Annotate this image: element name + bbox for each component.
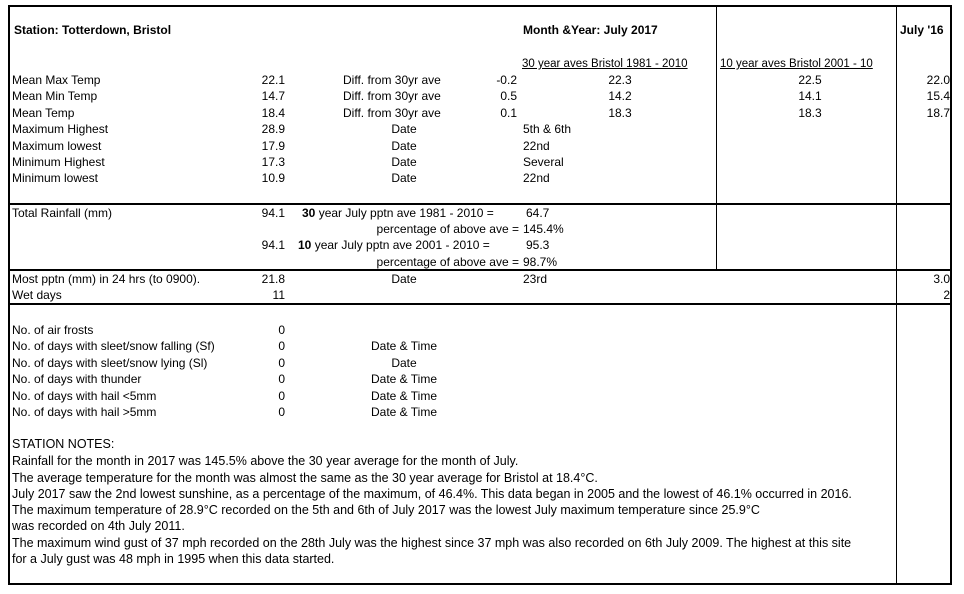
temp-value: 22.1 [261, 73, 285, 87]
days-label: No. of days with sleet/snow falling (Sf) [12, 339, 215, 353]
temp-value: 17.9 [261, 139, 285, 153]
temp-value: 28.9 [261, 122, 285, 136]
temp-prev-year: 22.0 [926, 73, 950, 87]
days-value: 0 [278, 405, 285, 419]
divider-after-pptn [9, 303, 951, 305]
temp-label: Mean Temp [12, 106, 75, 120]
temp-date: Several [523, 155, 564, 169]
ave10-header: 10 year aves Bristol 2001 - 10 [720, 58, 873, 70]
rainfall-pct-value: 145.4% [523, 222, 564, 236]
days-label: No. of air frosts [12, 323, 94, 337]
notes-line: The maximum wind gust of 37 mph recorded on the 28th July was the highest since 37 mph was also recorded on 6th July 2009. The highest at this site [12, 536, 852, 550]
temp-value: 10.9 [261, 171, 285, 185]
divider-after-temps [9, 203, 951, 205]
notes-line: was recorded on 4th July 2011. [12, 519, 185, 533]
station-name: Station: Totterdown, Bristol [14, 23, 172, 37]
temp-date-label: Date [391, 155, 417, 169]
temp-label: Mean Min Temp [12, 89, 98, 103]
most-pptn-prev-year: 3.0 [933, 272, 950, 286]
days-value: 0 [278, 339, 285, 353]
divider-prev-year-column [896, 6, 897, 584]
prev-year-header: July '16 [900, 23, 944, 37]
days-when: Date & Time [370, 389, 438, 403]
temp-diff-value: -0.2 [496, 73, 517, 87]
divider-after-rain [9, 269, 951, 271]
temp-ave10: 18.3 [798, 106, 822, 120]
notes-line: July 2017 saw the 2nd lowest sunshine, as a percentage of the maximum, of 46.4%. This data began in 2005 and the lowest of 46.1% occurred in 2016. [12, 487, 852, 501]
rainfall-pct-value: 98.7% [523, 255, 558, 269]
rainfall-ave30-prefix: 30 [302, 206, 316, 220]
notes-line: Rainfall for the month in 2017 was 145.5% above the 30 year average for the month of July. [12, 454, 519, 468]
temp-date: 22nd [523, 171, 550, 185]
rainfall-ave30-suffix: year July pptn ave 1981 - 2010 = [315, 206, 494, 220]
rainfall-ave30-value: 64.7 [526, 206, 550, 220]
rainfall-value: 94.1 [261, 206, 285, 220]
wet-days-value: 11 [272, 288, 285, 302]
temp-value: 17.3 [261, 155, 285, 169]
days-value: 0 [278, 323, 285, 337]
days-when: Date [391, 356, 417, 370]
rainfall-value: 94.1 [261, 238, 285, 252]
temp-value: 14.7 [261, 89, 285, 103]
days-when: Date & Time [370, 372, 438, 386]
rainfall-ave10-prefix: 10 [298, 238, 312, 252]
days-when: Date & Time [370, 339, 438, 353]
days-label: No. of days with hail <5mm [12, 389, 157, 403]
rainfall-ave30-text [302, 206, 494, 220]
temp-ave10: 22.5 [798, 73, 822, 87]
wet-days-label: Wet days [12, 288, 62, 302]
temp-diff-value: 0.5 [500, 89, 517, 103]
notes-line: The average temperature for the month was almost the same as the 30 year average for Bristol at 18.4°C. [12, 471, 598, 485]
temp-ave10: 14.1 [798, 89, 822, 103]
temp-value: 18.4 [261, 106, 285, 120]
most-pptn-value: 21.8 [261, 272, 285, 286]
temp-ave30: 14.2 [608, 89, 632, 103]
most-pptn-date-label: Date [391, 272, 417, 286]
ave30-header: 30 year aves Bristol 1981 - 2010 [522, 58, 688, 70]
temp-ave30: 22.3 [608, 73, 632, 87]
days-label: No. of days with sleet/snow lying (Sl) [12, 356, 208, 370]
temp-date: 5th & 6th [523, 122, 572, 136]
temp-diff-label: Diff. from 30yr ave [343, 73, 441, 87]
days-value: 0 [278, 372, 285, 386]
days-label: No. of days with thunder [12, 372, 142, 386]
temp-date-label: Date [391, 122, 417, 136]
temp-label: Minimum lowest [12, 171, 99, 185]
temp-label: Mean Max Temp [12, 73, 101, 87]
rainfall-pct-label: percentage of above ave = [376, 255, 519, 269]
notes-line: The maximum temperature of 28.9°C recorded on the 5th and 6th of July 2017 was the lowest July maximum temperature since 25.9°C [12, 503, 760, 517]
most-pptn-label: Most pptn (mm) in 24 hrs (to 0900). [12, 272, 201, 286]
temp-label: Minimum Highest [12, 155, 105, 169]
temp-label: Maximum lowest [12, 139, 102, 153]
divider-30yr-column [716, 6, 717, 269]
rainfall-label: Total Rainfall (mm) [12, 206, 113, 220]
days-value: 0 [278, 389, 285, 403]
temp-date-label: Date [391, 139, 417, 153]
temp-diff-value: 0.1 [500, 106, 517, 120]
temp-diff-label: Diff. from 30yr ave [343, 106, 441, 120]
temp-date-label: Date [391, 171, 417, 185]
rainfall-ave10-suffix: year July pptn ave 2001 - 2010 = [311, 238, 490, 252]
notes-line: for a July gust was 48 mph in 1995 when this data started. [12, 552, 335, 566]
days-label: No. of days with hail >5mm [12, 405, 157, 419]
notes-title: STATION NOTES: [12, 437, 115, 451]
rainfall-pct-label: percentage of above ave = [376, 222, 519, 236]
temp-prev-year: 15.4 [926, 89, 950, 103]
temp-date: 22nd [523, 139, 550, 153]
rainfall-ave10-value: 95.3 [526, 238, 550, 252]
days-when: Date & Time [370, 405, 438, 419]
most-pptn-date: 23rd [523, 272, 548, 286]
rainfall-ave10-text [298, 238, 490, 252]
temp-prev-year: 18.7 [926, 106, 950, 120]
month-year: Month &Year: July 2017 [523, 23, 658, 37]
temp-ave30: 18.3 [608, 106, 632, 120]
temp-diff-label: Diff. from 30yr ave [343, 89, 441, 103]
wet-days-prev-year: 2 [943, 288, 950, 302]
temp-label: Maximum Highest [12, 122, 109, 136]
days-value: 0 [278, 356, 285, 370]
